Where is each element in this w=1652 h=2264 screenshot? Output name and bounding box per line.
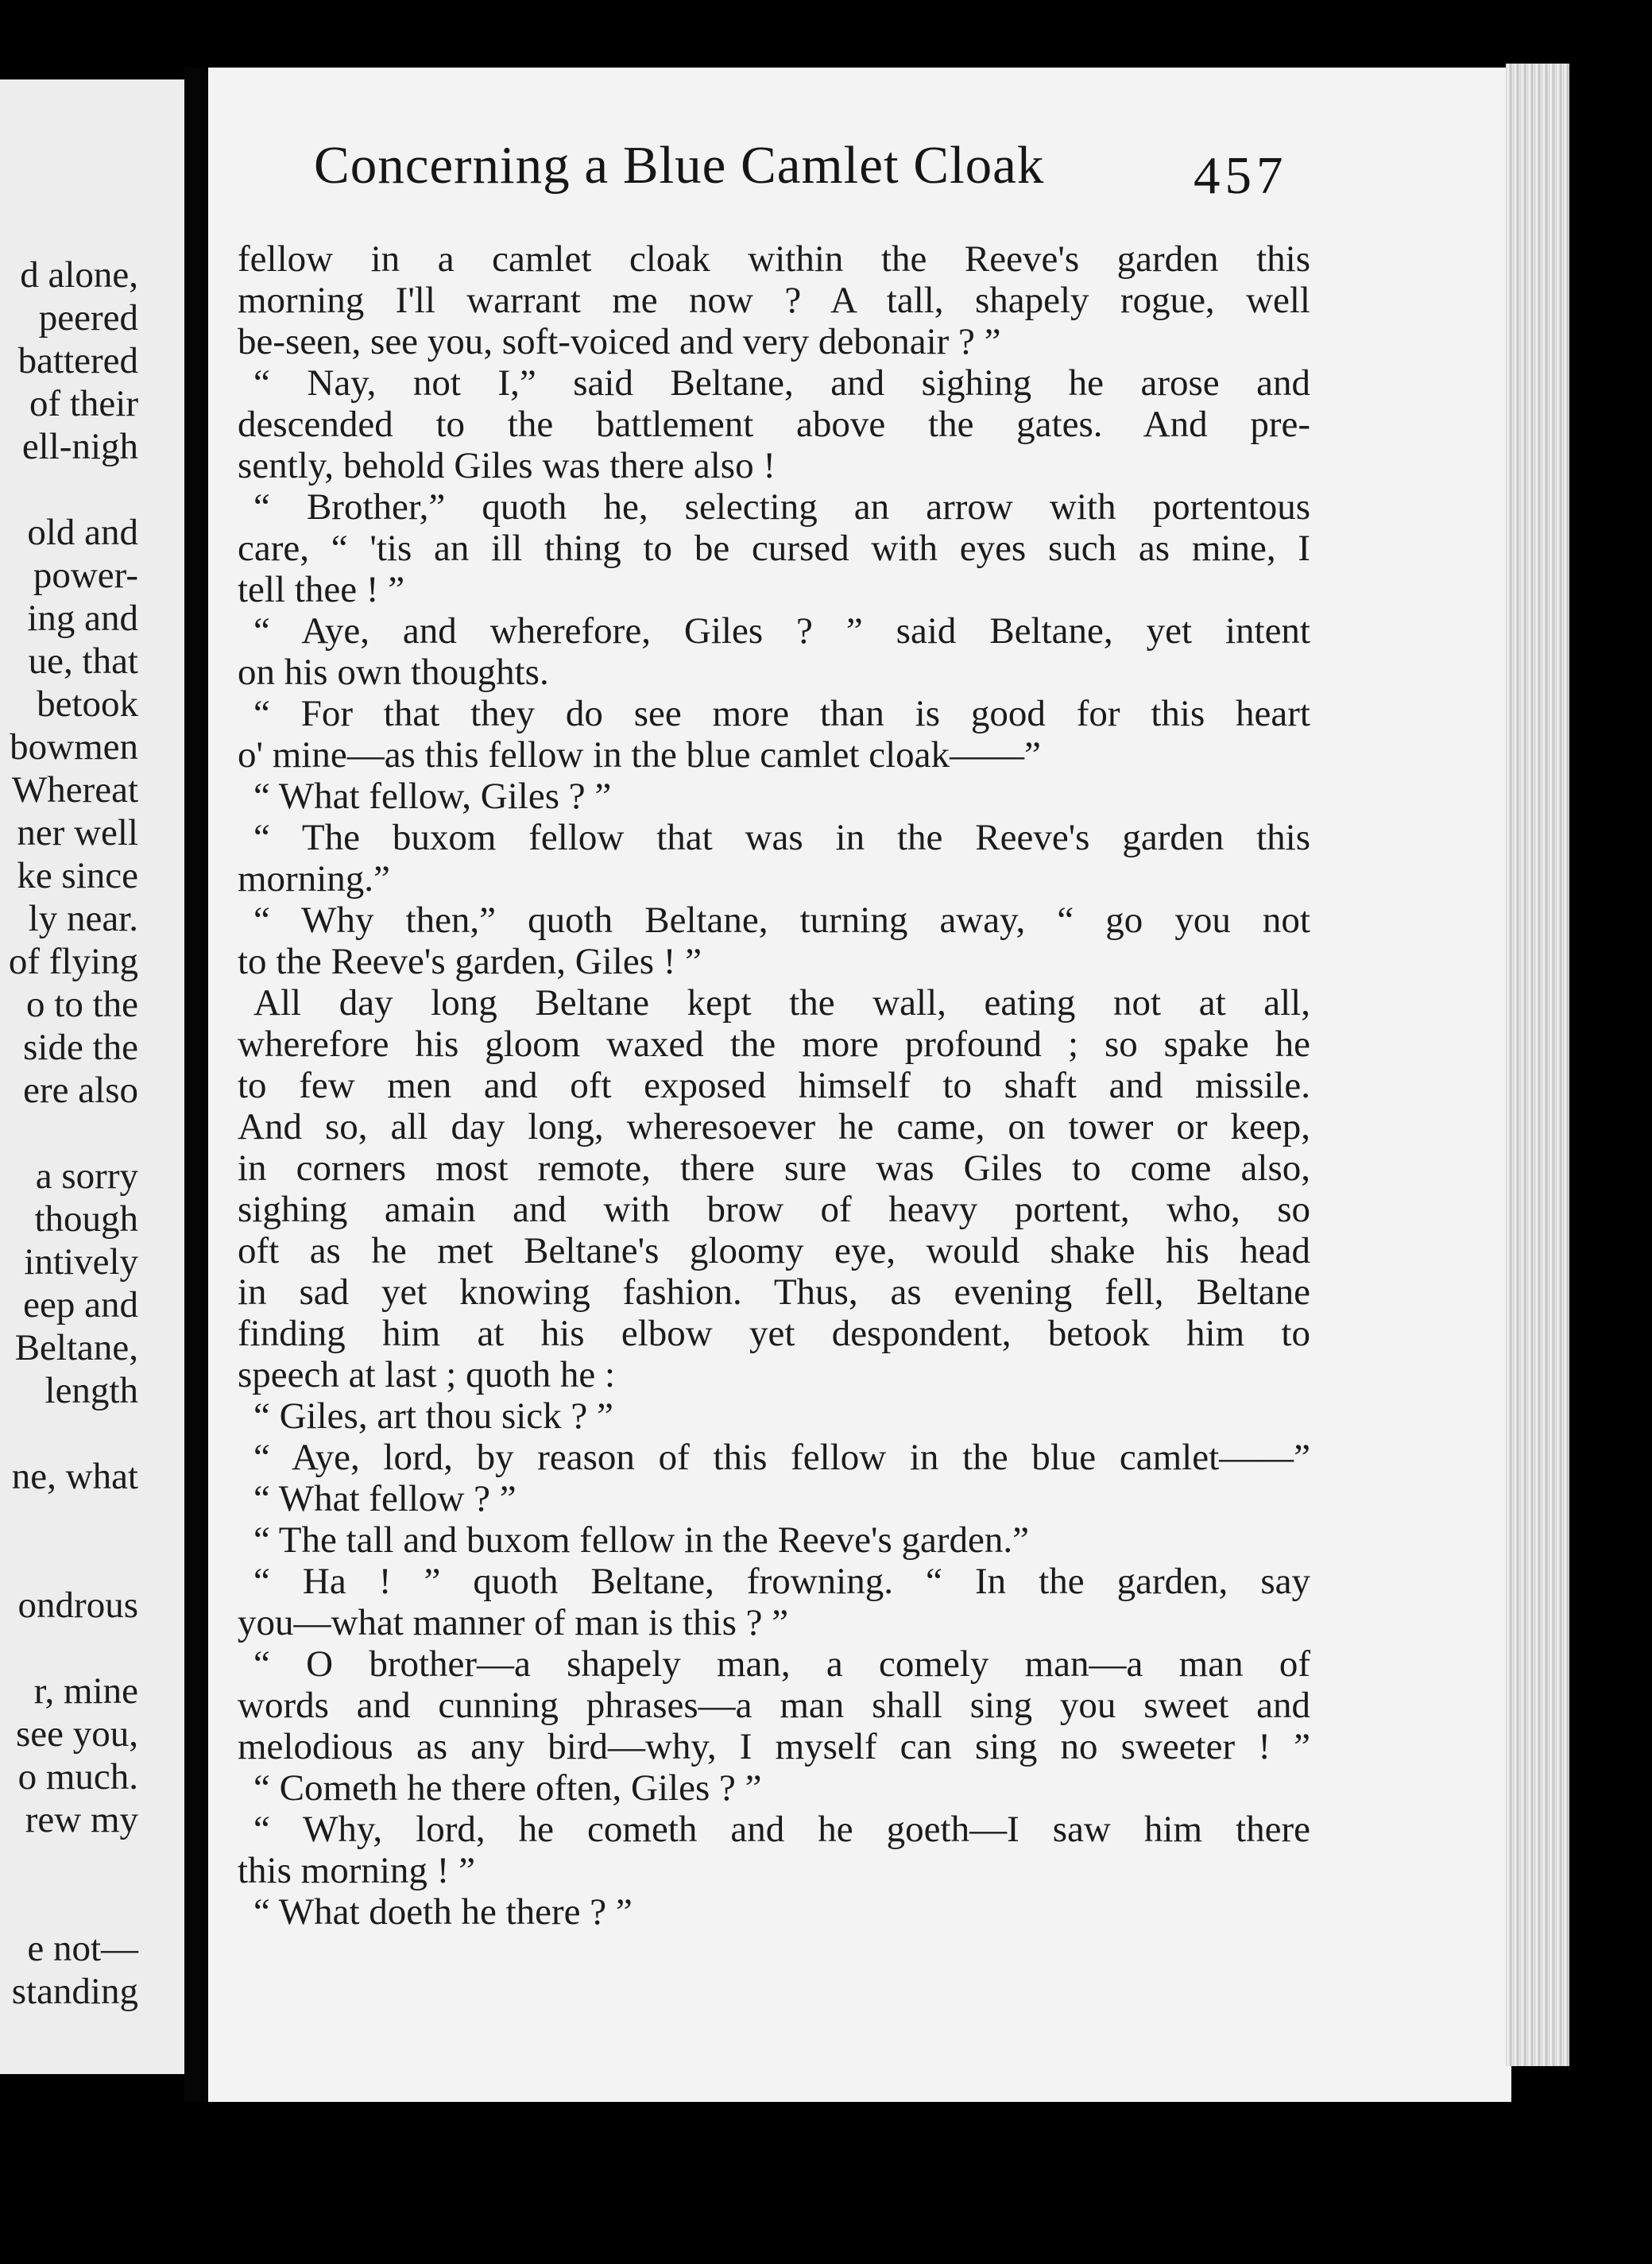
text-line: fellow in a camlet cloak within the Reeve's garden this	[238, 238, 1310, 280]
left-page-line: ly near.	[28, 898, 138, 939]
left-page-line: ere also	[23, 1070, 138, 1111]
text-line: o' mine—as this fellow in the blue camlet cloak——”	[238, 734, 1041, 776]
text-line: “ The tall and buxom fellow in the Reeve's garden.”	[253, 1519, 1030, 1561]
left-page-line: rew my	[25, 1799, 138, 1840]
text-line: “ Cometh he there often, Giles ? ”	[253, 1767, 762, 1809]
text-line: this morning ! ”	[238, 1850, 475, 1891]
right-page	[208, 68, 1511, 2102]
left-page-line: d alone,	[20, 254, 138, 296]
text-line: “ Why then,” quoth Beltane, turning away, “ go you not	[253, 900, 1310, 941]
text-line: sighing amain and with brow of heavy portent, who, so	[238, 1189, 1310, 1230]
left-page-line: eep and	[23, 1284, 138, 1326]
left-page-line: side the	[23, 1027, 138, 1068]
text-line: “ Nay, not I,” said Beltane, and sighing he arose and	[253, 362, 1310, 404]
left-page-line: ue, that	[28, 640, 138, 682]
text-line: wherefore his gloom waxed the more profound ; so spake he	[238, 1024, 1310, 1065]
left-page-line: betook	[37, 683, 138, 725]
text-line: “ What fellow, Giles ? ”	[253, 776, 612, 817]
text-line: be-seen, see you, soft-voiced and very debonair ? ”	[238, 321, 1001, 362]
left-page-line: a sorry	[35, 1155, 138, 1197]
left-page-line: power-	[33, 555, 138, 596]
text-line: on his own thoughts.	[238, 652, 549, 693]
text-line: morning.”	[238, 858, 390, 900]
text-line: “ For that they do see more than is good for this heart	[253, 693, 1310, 734]
text-line: words and cunning phrases—a man shall sing you sweet and	[238, 1685, 1310, 1726]
left-page-line: ner well	[17, 812, 138, 853]
page-edge	[1506, 64, 1569, 2066]
left-page	[0, 79, 184, 2074]
text-line: And so, all day long, wheresoever he came, on tower or keep,	[238, 1106, 1310, 1147]
text-line: finding him at his elbow yet despondent, betook him to	[238, 1313, 1310, 1354]
text-line: “ Aye, and wherefore, Giles ? ” said Beltane, yet intent	[253, 610, 1310, 652]
left-page-line: ing and	[27, 598, 138, 639]
left-page-line: see you,	[15, 1713, 138, 1755]
text-line: speech at last ; quoth he :	[238, 1354, 616, 1395]
text-line: “ Why, lord, he cometh and he goeth—I saw him there	[253, 1809, 1310, 1850]
left-page-line: o to the	[26, 984, 138, 1025]
left-page-line: ne, what	[11, 1456, 138, 1497]
left-page-line: ke since	[17, 855, 138, 896]
text-line: to the Reeve's garden, Giles ! ”	[238, 941, 702, 982]
left-page-line: bowmen	[10, 726, 138, 768]
left-page-line: Whereat	[11, 769, 138, 811]
text-line: you—what manner of man is this ? ”	[238, 1602, 789, 1643]
text-line: descended to the battlement above the gates. And pre-	[238, 404, 1310, 445]
left-page-line: Beltane,	[14, 1327, 138, 1368]
text-line: care, “ 'tis an ill thing to be cursed with eyes such as mine, I	[238, 528, 1310, 569]
left-page-line: intively	[24, 1241, 138, 1283]
left-page-line: o much.	[17, 1756, 138, 1798]
text-line: to few men and oft exposed himself to shaft and missile.	[238, 1065, 1310, 1106]
text-line: “ Ha ! ” quoth Beltane, frowning. “ In the garden, say	[253, 1561, 1310, 1602]
text-line: “ Aye, lord, by reason of this fellow in the blue camlet——”	[253, 1437, 1310, 1478]
left-page-line: ondrous	[17, 1585, 138, 1626]
running-head: Concerning a Blue Camlet Cloak	[314, 136, 1045, 195]
left-page-line: ell-nigh	[21, 426, 138, 467]
text-line: “ Giles, art thou sick ? ”	[253, 1395, 613, 1437]
text-line: “ What fellow ? ”	[253, 1478, 516, 1519]
left-page-line: of their	[29, 383, 138, 424]
left-page-line: battered	[17, 340, 138, 381]
left-page-line: length	[44, 1370, 138, 1411]
text-line: sently, behold Giles was there also !	[238, 445, 776, 486]
text-line: in sad yet knowing fashion. Thus, as evening fell, Beltane	[238, 1271, 1310, 1313]
text-line: All day long Beltane kept the wall, eating not at all,	[253, 982, 1310, 1024]
left-page-line: e not—	[27, 1928, 138, 1969]
book-gutter	[184, 68, 208, 2102]
left-page-line: old and	[27, 512, 138, 553]
left-page-line: standing	[11, 1971, 138, 2012]
page-number: 457	[1194, 146, 1288, 205]
text-line: “ The buxom fellow that was in the Reeve's garden this	[253, 817, 1310, 858]
text-line: melodious as any bird—why, I myself can sing no sweeter ! ”	[238, 1726, 1310, 1767]
left-page-line: of flying	[8, 941, 138, 982]
left-page-line: r, mine	[33, 1670, 138, 1712]
text-line: “ O brother—a shapely man, a comely man—a man of	[253, 1643, 1310, 1685]
left-page-line: peered	[38, 297, 138, 339]
text-line: tell thee ! ”	[238, 569, 405, 610]
text-line: oft as he met Beltane's gloomy eye, would shake his head	[238, 1230, 1310, 1271]
text-line: in corners most remote, there sure was Giles to come also,	[238, 1147, 1310, 1189]
text-line: “ What doeth he there ? ”	[253, 1891, 633, 1933]
text-line: “ Brother,” quoth he, selecting an arrow with portentous	[253, 486, 1310, 528]
text-line: morning I'll warrant me now ? A tall, shapely rogue, well	[238, 280, 1310, 321]
left-page-line: though	[34, 1198, 138, 1240]
